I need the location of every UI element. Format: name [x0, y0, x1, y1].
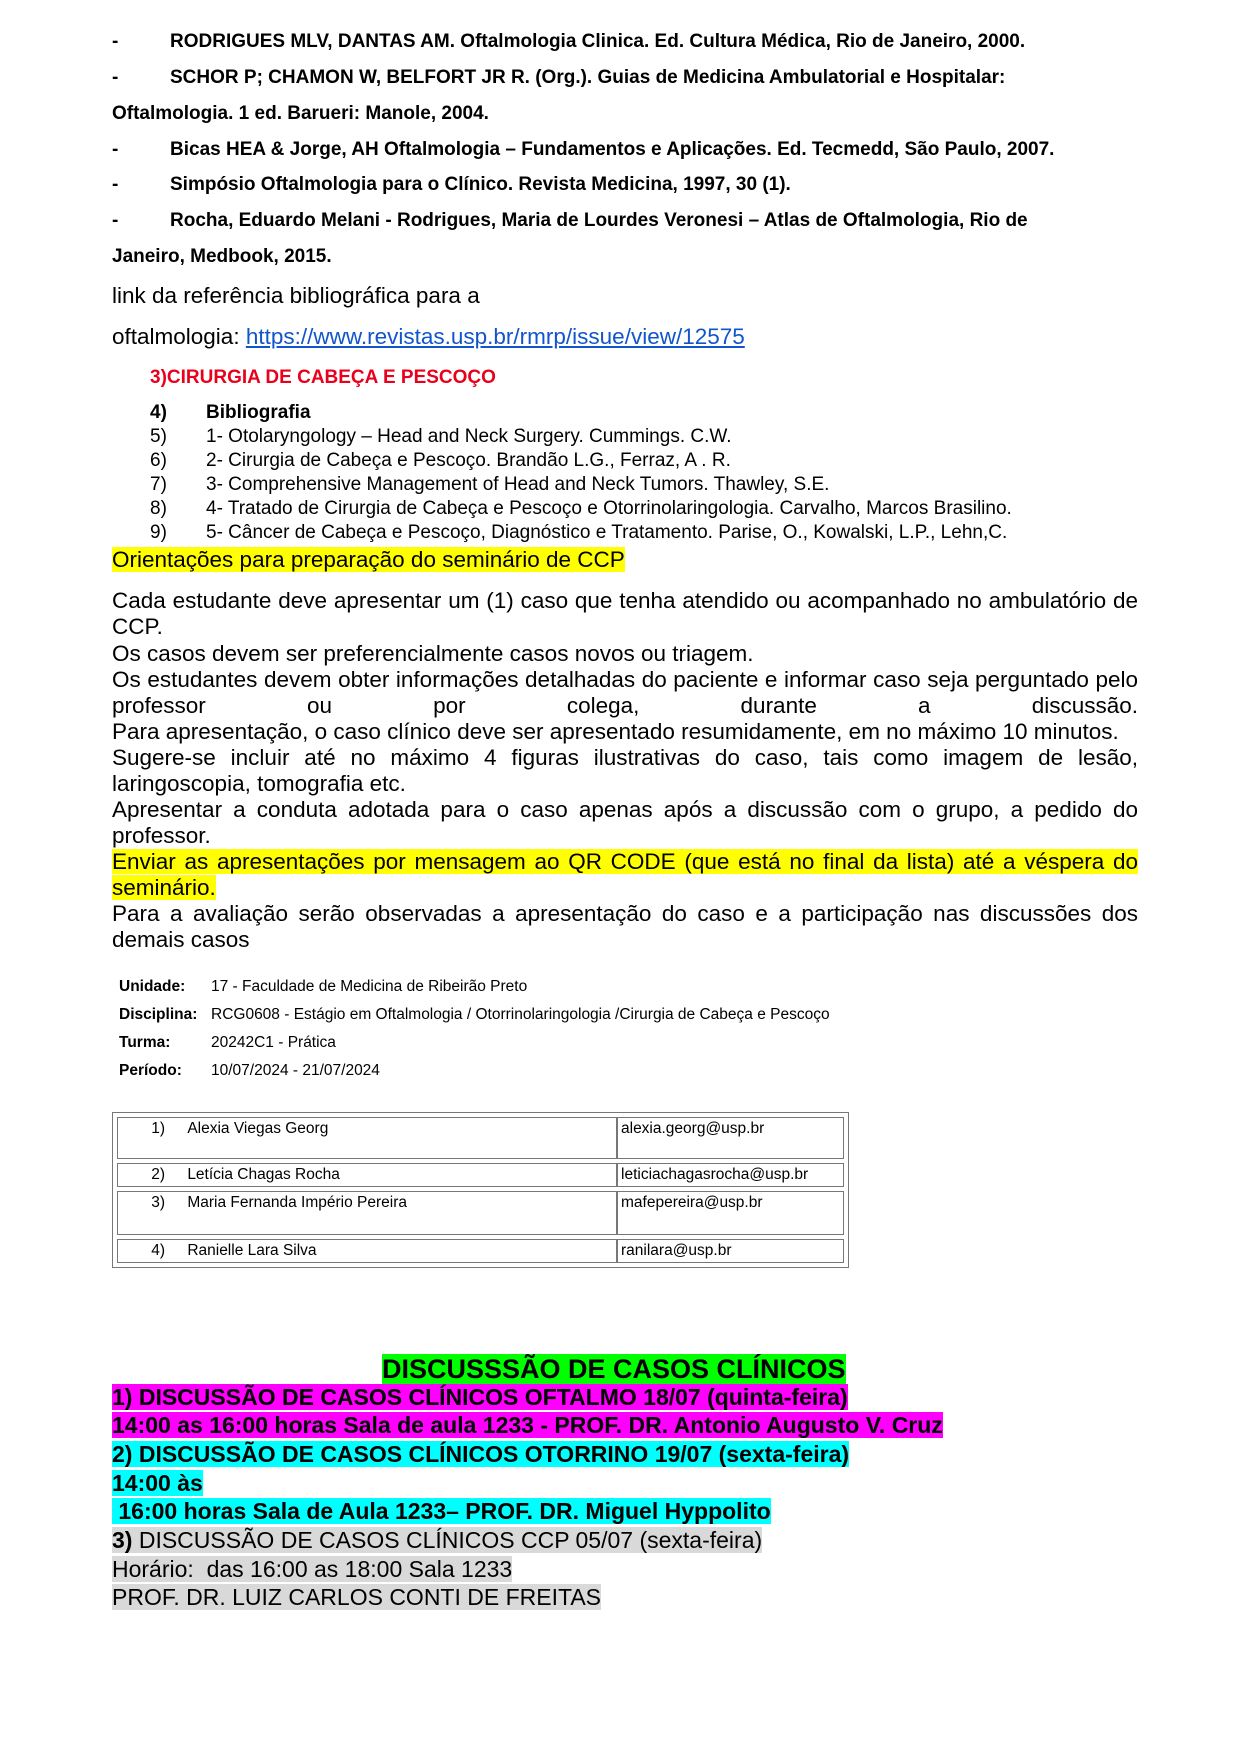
- reference-dash: -: [112, 67, 119, 88]
- discussion-number: 3): [112, 1527, 133, 1553]
- student-email-cell: [617, 1191, 844, 1235]
- info-value: RCG0608 - Estágio em Oftalmologia / Otorrinolaringologia /Cirurgia de Cabeça e Pescoço: [211, 1006, 830, 1023]
- student-name: Ranielle Lara Silva: [187, 1242, 317, 1259]
- student-email-cell: [617, 1239, 844, 1263]
- discussion-item-3-line-1: [112, 1526, 762, 1554]
- bibliography-item: [150, 473, 829, 497]
- reference-2: [112, 67, 1005, 89]
- course-info-periodo: [119, 1062, 380, 1080]
- seminar-paragraph-2: Os casos devem ser preferencialmente casos novos ou triagem.: [112, 641, 754, 666]
- discussion-text: 14:00 as 16:00 horas Sala de aula 1233 - PROF. DR. Antonio Augusto V. Cruz: [112, 1412, 943, 1438]
- seminar-heading-text: Orientações para preparação do seminário de CCP: [112, 547, 625, 572]
- student-number: 3): [151, 1194, 165, 1211]
- seminar-paragraph-7-text: Enviar as apresentações por mensagem ao QR CODE (que está no final da lista) até a véspera do seminário.: [112, 849, 1138, 900]
- discussion-item-2-line-2: [112, 1469, 203, 1497]
- reference-dash: -: [112, 174, 119, 195]
- reference-dash: -: [112, 210, 119, 231]
- course-info-disciplina: [119, 1006, 830, 1024]
- reference-text: SCHOR P; CHAMON W, BELFORT JR R. (Org.). Guias de Medicina Ambulatorial e Hospitalar:: [170, 67, 1006, 88]
- seminar-heading: [112, 547, 625, 573]
- seminar-paragraph-5: Sugere-se incluir até no máximo 4 figuras ilustrativas do caso, tais como imagem de lesão, laringoscopia, tomografia etc.: [112, 745, 1138, 796]
- discussion-item-1-line-2: [112, 1411, 943, 1439]
- student-email: ranilara@usp.br: [621, 1242, 732, 1259]
- info-value: 10/07/2024 - 21/07/2024: [211, 1062, 380, 1079]
- discussion-title-text: DISCUSSSÃO DE CASOS CLÍNICOS: [382, 1354, 846, 1384]
- student-email: leticiachagasrocha@usp.br: [621, 1166, 809, 1183]
- bibliography-item: [150, 521, 1007, 545]
- reference-1: [112, 31, 1025, 53]
- discussion-text: [112, 1527, 762, 1553]
- info-label: Turma:: [119, 1034, 171, 1051]
- table-row: [117, 1117, 617, 1159]
- discussion-item-1-line-1: [112, 1383, 848, 1411]
- reference-3: [112, 139, 1054, 161]
- seminar-paragraph-3-text: Os estudantes devem obter informações detalhadas do paciente e informar caso seja perguntado pelo professor ou por colega, durante a discussão.: [112, 667, 1138, 718]
- discussion-text: 16:00 horas Sala de Aula 1233– PROF. DR. Miguel Hyppolito: [112, 1498, 771, 1524]
- info-label: Período:: [119, 1062, 182, 1079]
- table-row: [117, 1163, 617, 1187]
- student-email-cell: [617, 1117, 844, 1159]
- list-number: 9): [150, 522, 167, 543]
- link-prefix: oftalmologia:: [112, 324, 246, 349]
- reference-dash: -: [112, 139, 119, 160]
- seminar-paragraph-4: Para apresentação, o caso clínico deve ser apresentado resumidamente, em no máximo 10 minutos.: [112, 719, 1119, 744]
- student-number: 2): [151, 1166, 165, 1183]
- reference-dash: -: [112, 31, 119, 52]
- info-label: Unidade:: [119, 978, 186, 995]
- link-line: [112, 324, 745, 350]
- student-number: 4): [151, 1242, 165, 1259]
- list-number: 5): [150, 426, 167, 447]
- list-item-text: Bibliografia: [206, 402, 311, 423]
- list-item-text: 1- Otolaryngology – Head and Neck Surgery. Cummings. C.W.: [206, 426, 732, 447]
- student-email: alexia.georg@usp.br: [621, 1120, 765, 1137]
- reference-5-continued: Janeiro, Medbook, 2015.: [112, 246, 332, 267]
- seminar-paragraph-6: Apresentar a conduta adotada para o caso apenas após a discussão com o grupo, a pedido do professor.: [112, 797, 1138, 848]
- reference-text: Bicas HEA & Jorge, AH Oftalmologia – Fundamentos e Aplicações. Ed. Tecmedd, São Paulo, 2007.: [170, 139, 1055, 160]
- discussion-text: 14:00 às: [112, 1470, 203, 1496]
- student-email: mafepereira@usp.br: [621, 1194, 763, 1211]
- ccp-section-label: CIRURGIA DE CABEÇA E PESCOÇO: [166, 367, 496, 388]
- reference-text: RODRIGUES MLV, DANTAS AM. Oftalmologia Clinica. Ed. Cultura Médica, Rio de Janeiro, 2000.: [170, 31, 1026, 52]
- course-info-turma: [119, 1034, 336, 1052]
- discussion-text-part: DISCUSSÃO DE CASOS CLÍNICOS CCP 05/07 (sexta-feira): [132, 1527, 763, 1553]
- bibliography-heading: [150, 401, 311, 425]
- list-item-text: 2- Cirurgia de Cabeça e Pescoço. Brandão L.G., Ferraz, A . R.: [206, 450, 731, 471]
- student-email-cell: [617, 1163, 844, 1187]
- list-number: 8): [150, 498, 167, 519]
- seminar-paragraph-7: [112, 849, 1138, 901]
- bibliography-item: [150, 449, 731, 473]
- list-item-text: 5- Câncer de Cabeça e Pescoço, Diagnóstico e Tratamento. Parise, O., Kowalski, L.P., Lehn,C.: [206, 522, 1008, 543]
- seminar-paragraph-1: Cada estudante deve apresentar um (1) caso que tenha atendido ou acompanhado no ambulatório de CCP.: [112, 588, 1138, 639]
- student-number: 1): [151, 1120, 165, 1137]
- table-row: [117, 1239, 617, 1263]
- course-info-unidade: [119, 978, 527, 996]
- link-intro-text: link da referência bibliográfica para a: [112, 283, 480, 308]
- ccp-section-title: [150, 367, 496, 389]
- student-table: [112, 1112, 849, 1268]
- list-number: 7): [150, 474, 167, 495]
- list-number: 6): [150, 450, 167, 471]
- reference-text: Simpósio Oftalmologia para o Clínico. Revista Medicina, 1997, 30 (1).: [170, 174, 791, 195]
- bibliography-item: [150, 497, 1012, 521]
- student-name: Alexia Viegas Georg: [187, 1120, 329, 1137]
- info-value: 20242C1 - Prática: [211, 1034, 336, 1051]
- discussion-item-3-line-3: [112, 1583, 601, 1611]
- discussion-text: 1) DISCUSSÃO DE CASOS CLÍNICOS OFTALMO 18/07 (quinta-feira): [112, 1384, 848, 1410]
- discussion-item-2-line-3: [112, 1497, 771, 1525]
- info-value: 17 - Faculdade de Medicina de Ribeirão Preto: [211, 978, 528, 995]
- info-label: Disciplina:: [119, 1006, 198, 1023]
- discussion-text: 2) DISCUSSÃO DE CASOS CLÍNICOS OTORRINO 19/07 (sexta-feira): [112, 1441, 850, 1467]
- discussion-item-3-line-2: [112, 1555, 512, 1583]
- table-row: [117, 1191, 617, 1235]
- discussion-text: Horário: das 16:00 as 18:00 Sala 1233: [112, 1556, 513, 1582]
- reference-5: [112, 210, 1028, 232]
- student-name: Maria Fernanda Império Pereira: [187, 1194, 407, 1211]
- list-item-text: 4- Tratado de Cirurgia de Cabeça e Pescoço e Otorrinolaringologia. Carvalho, Marcos Brasilino.: [206, 498, 1012, 519]
- discussion-item-2-line-1: [112, 1440, 849, 1468]
- list-number: 4): [150, 402, 167, 423]
- bibliography-link[interactable]: https://www.revistas.usp.br/rmrp/issue/view/12575: [245, 324, 745, 349]
- reference-2-continued: Oftalmologia. 1 ed. Barueri: Manole, 2004.: [112, 103, 489, 124]
- seminar-paragraph-3: [112, 667, 1138, 719]
- reference-4: [112, 174, 791, 196]
- ccp-section-number: 3): [150, 367, 167, 388]
- list-item-text: 3- Comprehensive Management of Head and Neck Tumors. Thawley, S.E.: [206, 474, 830, 495]
- seminar-paragraph-8: Para a avaliação serão observadas a apresentação do caso e a participação nas discussões dos demais casos: [112, 901, 1138, 952]
- discussion-text: PROF. DR. LUIZ CARLOS CONTI DE FREITAS: [112, 1584, 602, 1610]
- student-name: Letícia Chagas Rocha: [187, 1166, 340, 1183]
- bibliography-item: [150, 425, 732, 449]
- reference-text: Rocha, Eduardo Melani - Rodrigues, Maria de Lourdes Veronesi – Atlas de Oftalmologia, Rio de: [170, 210, 1028, 231]
- discussion-title: [382, 1354, 846, 1384]
